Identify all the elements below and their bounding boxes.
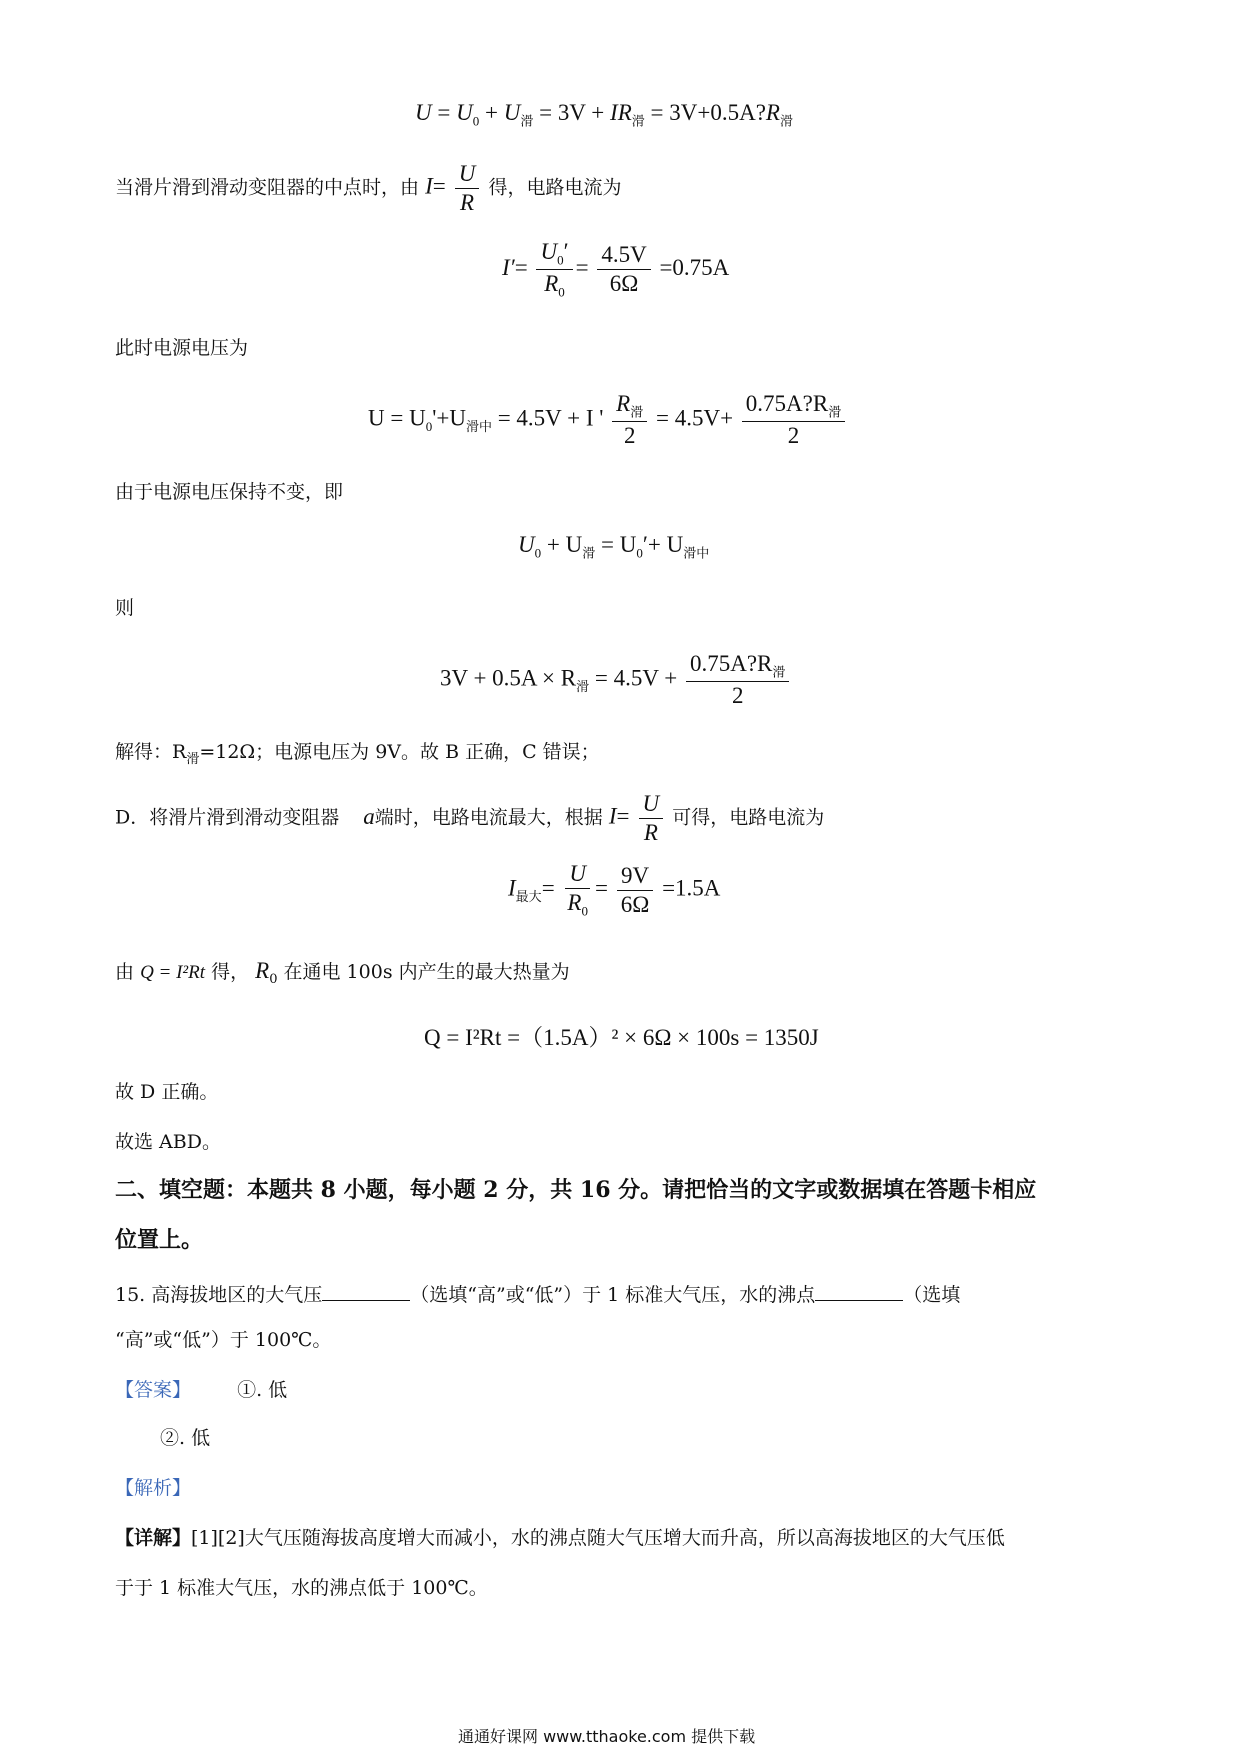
section-heading-cont: 位置上。 [115,1227,204,1253]
text: 得，电路电流为 [488,176,622,199]
fraction [639,792,664,845]
eq-formula: Q = I²Rt [140,962,206,983]
fraction [612,392,647,448]
eq-sub: 滑 [630,404,644,420]
eq-symbol: R [765,100,780,125]
eq-sub: 滑 [828,404,842,420]
analysis-label: 【解析】 [115,1477,192,1499]
detail [115,1528,1005,1550]
paragraph-then: 则 [115,597,135,619]
text: 15. 高海拔地区的大气压 [115,1284,323,1306]
text: （选填“高”或“低”）于 1 标准大气压，水的沸点 [410,1284,816,1306]
eq-part: = U [600,532,637,557]
text: 可得，电路电流为 [672,806,825,829]
fraction [563,862,592,918]
denominator: 6Ω [620,891,650,917]
eq-sub: 0 [558,284,565,300]
eq-prime: ′ [563,239,569,264]
fraction [617,864,654,917]
eq-sub: 滑 [186,751,200,767]
paragraph-d-correct: 故 D 正确。 [115,1081,219,1103]
numerator: U [540,239,558,264]
denominator: 2 [623,423,636,449]
text: [1][2]大气压随海拔高度增大而减小，水的沸点随大气压增大而升高，所以高海拔地区的大气压低 [191,1527,1005,1549]
eq-sub: 0 [581,903,588,919]
section-heading: 二、填空题：本题共 8 小题，每小题 2 分，共 16 分。请把恰当的文字或数据填在答题卡相应 [115,1177,1037,1203]
text: D．将滑片滑到滑动变阻器 [115,806,340,829]
eq-part: Q = I²Rt =（1.5A）² × 6Ω × 100s = 1350J [424,1025,819,1050]
answer-1: ①. 低 [237,1379,288,1401]
numerator: U [455,162,480,189]
equation-solve-resistance [440,652,792,708]
eq-part: ′+ U [642,532,684,557]
equation-max-current [508,862,720,918]
eq-sub: 0 [425,419,433,435]
fraction [455,162,480,215]
eq-symbol: I [508,875,516,901]
text: =12Ω；电源电压为 9V。故 B 正确，C 错误； [199,741,600,763]
text: 当滑片滑到滑动变阻器的中点时，由 [115,176,420,199]
equation-current-midpoint [502,240,729,299]
eq-part: '+U [432,405,466,431]
text: 解得：R [115,741,187,763]
eq-symbol: I [425,173,433,199]
eq-symbol: U [415,100,432,125]
eq-part: + U [546,532,583,557]
numerator: 9V [617,864,653,891]
eq-sub: 0 [472,113,480,129]
eq-symbol: I [610,100,618,125]
denominator: R [643,820,658,846]
denominator: 6Ω [609,271,639,297]
eq-op: = [594,875,608,901]
eq-symbol: R [617,100,632,125]
eq-sub: 滑 [520,113,534,129]
equation-source-voltage-midpoint [368,392,848,448]
equation-heat [424,1025,819,1051]
eq-op: = [514,255,528,281]
eq-sub: 滑中 [683,545,710,561]
eq-sub: 0 [534,545,542,561]
fraction [686,652,789,708]
equation-source-voltage-initial: $U = U_0 + U_滑 = 3V + IR_滑$ = $3V+0.5A?R_滑$ [415,100,793,129]
answer-label: 【答案】 [115,1379,192,1401]
eq-sub: 滑 [631,113,645,129]
eq-symbol: I′ [502,255,515,281]
numerator: U [639,792,664,819]
denominator: 2 [731,683,744,709]
numerator: 4.5V [597,243,650,270]
denominator: R [460,190,475,216]
eq-sub: 0 [557,252,564,268]
equation-voltage-equal [518,532,709,562]
fraction [536,240,572,299]
eq-part: = 4.5V + [594,665,678,691]
detail-cont: 于于 1 标准大气压，水的沸点低于 100℃。 [115,1577,488,1599]
eq-symbol: a [363,803,375,829]
denominator: R [544,271,559,297]
numerator: U [565,862,590,889]
eq-symbol: I [608,803,617,829]
paragraph-voltage-constant: 由于电源电压保持不变，即 [115,481,344,503]
eq-symbol: U [518,532,535,557]
paragraph-solution [115,742,600,768]
paragraph-voltage-now: 此时电源电压为 [115,337,249,359]
paragraph-choose-abd: 故选 ABD。 [115,1131,221,1153]
eq-sub: 滑 [582,545,596,561]
numerator: 0.75A?R [689,651,773,676]
eq-sub: 最大 [515,889,542,905]
eq-op: = [539,100,553,125]
eq-op: = [432,173,446,199]
text: （选填 [903,1284,961,1306]
eq-sub: 滑 [576,679,590,695]
eq-op: + [484,100,498,125]
eq-part: = 4.5V + I ' [497,405,604,431]
eq-sub: 滑中 [465,419,492,435]
text: 端时，电路电流最大，根据 [374,806,603,829]
detail-label: 【详解】 [115,1527,192,1549]
numerator: R [616,391,631,416]
denominator: R [567,890,582,916]
text: 在通电 100s 内产生的最大热量为 [283,961,570,983]
eq-op: = [575,255,589,281]
eq-op: = [616,803,630,829]
question-15 [115,1282,960,1307]
paragraph-midpoint [115,162,621,215]
answer [115,1380,287,1402]
paragraph-option-d [115,792,824,845]
fraction [597,243,650,296]
numerator: 0.75A?R [745,391,829,416]
eq-sub: 滑 [772,664,786,680]
paragraph-heat [115,958,570,988]
eq-part: 3V + 0.5A × R [440,665,577,691]
answer-blank [815,1282,903,1301]
eq-part: U = U [368,405,426,431]
answer-2: ②. 低 [160,1427,211,1449]
eq-value: 3V+0.5A? [669,100,766,125]
eq-value: 3V [557,100,586,125]
eq-symbol: U [456,100,473,125]
fraction [742,392,845,448]
eq-sub: 滑 [779,113,793,129]
eq-symbol: R [255,958,270,983]
denominator: 2 [787,423,800,449]
answer-blank [322,1282,410,1301]
footer-watermark: 通通好课网 www.tthaoke.com 提供下载 [458,1727,756,1746]
eq-part: = 4.5V+ [655,405,734,431]
question-15-cont: “高”或“低”）于 100℃。 [115,1329,332,1351]
eq-result: =1.5A [662,875,721,901]
text: 得， [211,961,250,983]
eq-sub: 0 [636,545,643,561]
eq-sub: 0 [269,971,278,987]
text: 由 [115,961,135,983]
eq-op: = [541,875,555,901]
eq-symbol: U [503,100,521,125]
eq-result: =0.75A [659,255,730,281]
